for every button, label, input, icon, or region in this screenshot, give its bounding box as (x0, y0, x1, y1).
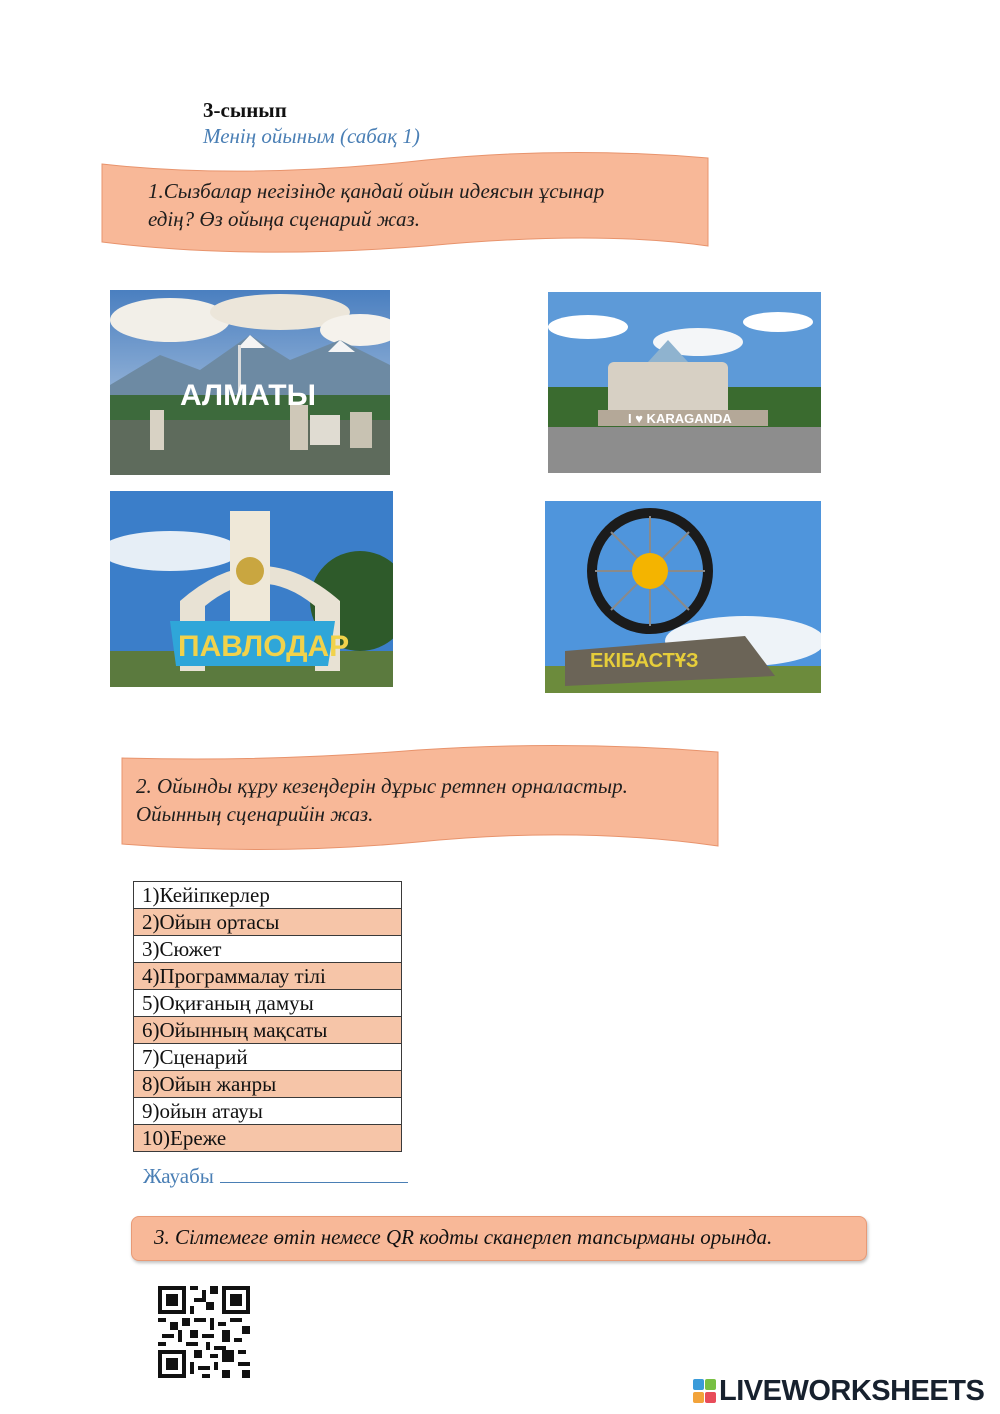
task2-line2: Ойынның сценарийін жаз. (136, 802, 374, 826)
photo-ekibastuz (545, 501, 821, 693)
brand-name: LIVEWORKSHEETS (719, 1374, 985, 1407)
task3-banner (131, 1216, 867, 1261)
photo-almaty (110, 290, 390, 475)
answer-label: Жауабы (143, 1164, 214, 1188)
step-item[interactable]: 10)Ереже (134, 1125, 402, 1152)
answer-row (143, 1162, 408, 1189)
step-item[interactable]: 5)Оқиғаның дамуы (134, 990, 402, 1017)
grade-label: 3-сынып (203, 98, 287, 122)
step-item[interactable]: 4)Программалау тілі (134, 963, 402, 990)
step-item[interactable]: 6)Ойынның мақсаты (134, 1017, 402, 1044)
step-item[interactable]: 2)Ойын ортасы (134, 909, 402, 936)
step-item[interactable]: 3)Сюжет (134, 936, 402, 963)
lesson-title: Менің ойыным (сабақ 1) (203, 124, 420, 148)
task1-question (148, 177, 604, 233)
photo-karaganda (548, 292, 821, 473)
pavlodar-sign: ПАВЛОДАР (178, 630, 350, 663)
steps-table (133, 881, 402, 1152)
step-item[interactable]: 1)Кейіпкерлер (134, 882, 402, 909)
step-item[interactable]: 9)ойын атауы (134, 1098, 402, 1125)
task3-instruction: 3. Сілтемеге өтіп немесе QR кодты сканерлеп тапсырманы орында. (154, 1225, 773, 1249)
answer-input[interactable] (220, 1162, 408, 1183)
photo-pavlodar (110, 491, 393, 687)
ekibastuz-sign: ЕКІБАСТҰЗ (590, 650, 699, 672)
qr-code[interactable] (158, 1286, 250, 1378)
almaty-sign: АЛМАТЫ (180, 379, 316, 412)
step-item[interactable]: 7)Сценарий (134, 1044, 402, 1071)
live-mark-icon (693, 1377, 717, 1405)
liveworksheets-logo (693, 1375, 984, 1407)
task1-line2: едің? Өз ойыңа сценарий жаз. (148, 207, 420, 231)
task2-line1: 2. Ойынды құру кезеңдерін дұрыс ретпен орналастыр. (136, 774, 628, 798)
task1-line1: 1.Сызбалар негізінде қандай ойын идеясын ұсынар (148, 179, 605, 203)
task2-question (136, 772, 628, 828)
karaganda-sign: I ♥ KARAGANDA (628, 411, 732, 426)
step-item[interactable]: 8)Ойын жанры (134, 1071, 402, 1098)
